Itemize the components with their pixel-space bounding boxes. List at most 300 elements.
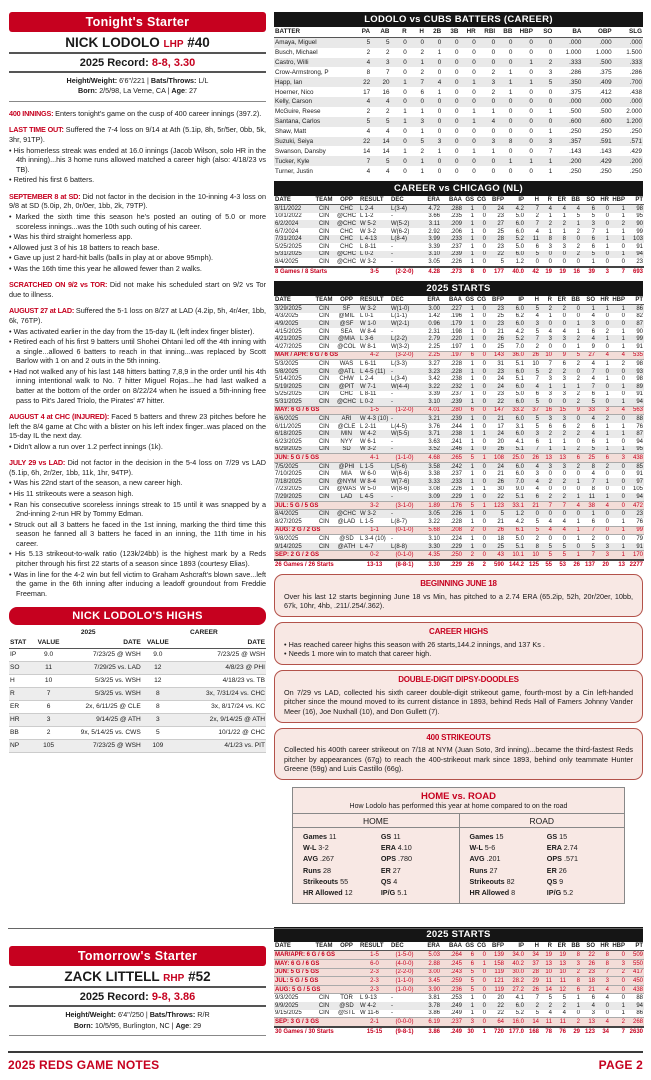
cell: CIN — [318, 336, 330, 343]
cell: 6 — [562, 423, 566, 430]
cell: 30 — [463, 1027, 475, 1036]
stat-pair — [381, 865, 449, 876]
cell: 6.0 — [515, 305, 524, 312]
cell: Busch, Michael — [275, 49, 318, 57]
cell: 0 — [596, 526, 610, 535]
cell: 4 — [548, 518, 552, 525]
cell: 2 — [621, 221, 625, 228]
cell: 7 — [591, 228, 595, 235]
cell: 0 — [454, 167, 459, 175]
note-body: Suffered the 7-4 loss on 9/14 at Ath (5.1ip, 8h, 5r/5er, 0bb, 5k, 3hr, 91TP). — [9, 125, 266, 144]
summary-label: 30 Games / 30 Starts — [274, 1027, 359, 1036]
cell: 7/29/2025 — [275, 494, 302, 501]
note-paragraph — [9, 280, 266, 299]
cell: 1 — [470, 518, 474, 525]
cell: CIN — [318, 368, 330, 375]
cell: 0 — [454, 118, 459, 126]
cell: 1 — [562, 438, 566, 445]
cell: 22 — [497, 251, 504, 258]
cell: 0 — [491, 58, 496, 66]
cell: 11 — [540, 1018, 553, 1027]
cell: .226 — [450, 511, 462, 518]
note-lead: AUGUST 4 at CHC (INJURED): — [9, 412, 112, 422]
cell: W 11-6 — [360, 1010, 379, 1017]
cell: 5 — [576, 213, 580, 220]
cell: 5 — [535, 368, 539, 375]
cell: 6.0 — [515, 368, 524, 375]
cell: 4 — [385, 98, 390, 106]
cell: @PIT — [338, 383, 355, 390]
cell: 4 — [591, 376, 595, 383]
cell: 0 — [437, 118, 442, 126]
cell: W 3-2 — [360, 446, 377, 453]
note-paragraph — [9, 458, 266, 598]
cell: 0 — [475, 406, 487, 415]
cell: 5 — [535, 398, 539, 405]
stat-pair — [381, 842, 449, 853]
cell: 1 — [548, 157, 553, 165]
cell: 1 — [470, 236, 474, 243]
cell: .232 — [450, 383, 462, 390]
cell: 13 — [540, 454, 553, 463]
cell: 25 — [581, 454, 596, 463]
cell: - — [391, 213, 393, 220]
cell: .236 — [441, 985, 463, 994]
cell: 34 — [596, 1027, 610, 1036]
cell: @CHC — [336, 258, 357, 265]
cell: 6.0 — [515, 383, 524, 390]
cell: 0 — [482, 343, 486, 350]
cell: 8 — [535, 543, 539, 550]
cell: L(1-1) — [391, 313, 408, 320]
cell: Amaya, Miguel — [275, 39, 317, 47]
table-row — [274, 243, 644, 251]
stat-value: .267 — [320, 854, 335, 864]
cell: 1 — [621, 336, 625, 343]
cell: 1 — [610, 551, 626, 560]
home-vs-road-title: HOME vs. ROAD — [421, 791, 496, 803]
cell: 0 — [508, 118, 513, 126]
page-footer — [8, 1051, 643, 1072]
cell: 5 — [553, 551, 567, 560]
cell: 7 — [385, 68, 390, 76]
cell: 4.01 — [419, 406, 441, 415]
note-text — [9, 458, 266, 477]
cell: 34 — [525, 951, 540, 960]
cell: 0 — [482, 360, 486, 367]
cell: (1-1-0) — [390, 977, 419, 986]
cell: 1 — [591, 305, 595, 312]
cell: CIN — [318, 313, 330, 320]
cell: 37 — [525, 960, 540, 969]
cell: .228 — [450, 368, 462, 375]
cell: 1 — [621, 305, 625, 312]
column-header: PA — [352, 27, 371, 37]
cell: 53 — [553, 560, 567, 569]
cell: 5 — [548, 78, 553, 86]
cell: L 2-11 — [360, 423, 377, 430]
table-row — [274, 137, 643, 147]
cell: 144.2 — [505, 560, 525, 569]
batters-table-section — [274, 12, 643, 176]
cell: 13 — [553, 960, 567, 969]
cell: 79 — [636, 535, 643, 542]
cell: 2 — [463, 526, 475, 535]
summary-label: MAY: 6 G / 6 GS — [274, 406, 359, 415]
cell: 3.10 — [428, 535, 440, 542]
cell: 0 — [508, 58, 513, 66]
cell: 0 — [605, 471, 609, 478]
cell: 1-5 — [359, 406, 390, 415]
cell: - — [391, 446, 393, 453]
cell: 2 — [420, 147, 424, 155]
cell: 2 — [475, 560, 487, 569]
note-bullet: • Had not walked any of his last 148 hitters batting 7,8,9 in the order until his 4th inning intentional walk to No. 7 hitter Miguel Rojas...he had last walked a batter at the bottom of the order on 8/22/24 when he issued a 5th-inning free pass to Pit's Jared Triolo, the Pirates' #7 hitter. — [9, 367, 266, 405]
column-header: DATE — [274, 196, 314, 205]
cell: 2.88 — [419, 960, 441, 969]
stat-label: Runs — [469, 865, 490, 875]
cell: - — [391, 391, 393, 398]
note-body: Faced 5 batters and threw 23 pitches before he left the 8/4 game at Chc with a blister on his left index finger..was placed on the 15-day IL the next day. — [9, 412, 266, 441]
cell: 0 — [482, 995, 486, 1002]
column-header: DATE — [274, 296, 314, 305]
cell: .500 — [599, 58, 612, 66]
cell: 29 — [567, 1027, 581, 1036]
cell: (2-2-0) — [390, 968, 419, 977]
cell: 1 — [420, 108, 424, 116]
cell: 4 — [591, 1002, 595, 1009]
cell: 1 — [475, 454, 487, 463]
column-header: SO — [581, 196, 596, 205]
cell: CIN — [318, 535, 330, 542]
table-row — [274, 560, 644, 569]
cell: 87 — [636, 431, 643, 438]
cell: W 1-0 — [360, 320, 377, 327]
cell: 82 — [636, 313, 643, 320]
cell: 1 — [548, 167, 553, 175]
cell: 4 — [535, 313, 539, 320]
cell: CIN — [318, 478, 330, 485]
cell: 7 — [420, 78, 424, 86]
cell: 94 — [636, 494, 643, 501]
cell: 23 — [497, 243, 504, 250]
cell: 5.2 — [515, 336, 524, 343]
stat-pair — [547, 887, 614, 898]
cell: 19 — [540, 267, 553, 276]
cell: 5.2 — [515, 236, 524, 243]
cell: 2 — [548, 431, 552, 438]
stat-pair — [381, 876, 449, 887]
cell: 0 — [508, 147, 513, 155]
cell: 1 — [591, 258, 595, 265]
cell: 1 — [470, 416, 474, 423]
cell: 4/1/23 vs. PIT — [174, 739, 266, 752]
column-header: HBP — [610, 196, 626, 205]
cell: 0 — [576, 486, 580, 493]
column-header: HR — [596, 196, 610, 205]
cell: 0 — [491, 167, 496, 175]
cell: 4-2 — [359, 351, 390, 360]
table-row — [274, 478, 644, 486]
cell: @ATH — [337, 543, 356, 550]
stat-label: ERA — [380, 843, 398, 853]
cell: 0 — [529, 88, 533, 96]
cell: 7/29/25 vs. LAD — [63, 661, 142, 674]
cell: 4 — [596, 1018, 610, 1027]
bio-line-1: Height/Weight: 6'4"/250 | Bats/Throws: R/R — [65, 1010, 210, 1020]
cell: 1 — [470, 205, 474, 212]
table-row — [274, 470, 644, 478]
cell: 4 — [535, 228, 539, 235]
stat-label: W-L — [469, 843, 485, 853]
cell: 94 — [636, 251, 643, 258]
cell: 3.63 — [428, 438, 440, 445]
cell: 0 — [482, 423, 486, 430]
table-row — [274, 360, 644, 368]
cell: 2 — [535, 1002, 539, 1009]
stat-pair — [303, 876, 381, 887]
cell: @CLE — [337, 423, 356, 430]
note-body: Enters tonight's game on the cusp of 400 career innings (397.2). — [55, 108, 262, 118]
cell: 1 — [491, 108, 496, 116]
cell: 6.0 — [515, 251, 524, 258]
career-vs-chicago-title: CAREER vs CHICAGO (NL) — [274, 181, 643, 196]
cell: 3 — [605, 543, 609, 550]
batters-table — [274, 27, 643, 176]
cell: 8 — [567, 951, 581, 960]
stat-value: 4 — [393, 876, 398, 886]
cell: 147 — [487, 406, 505, 415]
cell: CIN — [318, 471, 330, 478]
column-header: BAA — [441, 196, 463, 205]
cell: 3.08 — [428, 486, 440, 493]
cell: 42 — [525, 267, 540, 276]
cell: L(5-6) — [391, 463, 408, 470]
cell: 5.1 — [515, 360, 524, 367]
table-row — [274, 313, 644, 321]
cell: BB — [9, 726, 35, 739]
cell: 7 — [35, 687, 63, 700]
cell: 158 — [487, 960, 505, 969]
cell: 0 — [475, 985, 487, 994]
cell: 1 — [470, 486, 474, 493]
cell: 0 — [605, 486, 609, 493]
column-header: RESULT — [359, 296, 390, 305]
cell: 0 — [605, 313, 609, 320]
cell: 2 — [605, 416, 609, 423]
cell: 95 — [636, 446, 643, 453]
cell: 4 — [548, 328, 552, 335]
cell: - — [391, 251, 393, 258]
cell: 4 — [610, 351, 626, 360]
cell: 25 — [497, 313, 504, 320]
cell: 2 — [420, 68, 424, 76]
cell: 4.1 — [515, 438, 524, 445]
cell: 1 — [621, 423, 625, 430]
cell: 13 — [610, 560, 626, 569]
cell: 0 — [482, 376, 486, 383]
cell: 5 — [500, 258, 504, 265]
column-header: RESULT — [359, 942, 390, 951]
cell: 2 — [366, 49, 371, 57]
cell: 3x, 8/17/24 vs. KC — [174, 700, 266, 713]
cell: 438 — [626, 454, 644, 463]
cell: 2630 — [626, 1027, 644, 1036]
table-row — [274, 510, 644, 518]
cell: - — [391, 511, 393, 518]
cell: 0 — [472, 137, 476, 145]
cell: 0 — [548, 251, 552, 258]
cell: 2.000 — [626, 108, 642, 116]
cell: W 5-2 — [360, 221, 377, 228]
table-row — [274, 107, 643, 117]
cell: 3 — [610, 454, 626, 463]
cell: W 8-4 — [360, 328, 377, 335]
cell: 3.71 — [428, 431, 440, 438]
cell: L 4-5 — [360, 494, 374, 501]
stat-label: IP/G — [546, 887, 564, 897]
cell: 450 — [626, 977, 644, 986]
cell: 5 — [463, 977, 475, 986]
cell: 5.1 — [515, 494, 524, 501]
cell: 1.000 — [595, 49, 612, 57]
cell: W 4-3 (10) — [360, 416, 389, 423]
cell: - — [391, 368, 393, 375]
cell: 1 — [508, 68, 513, 76]
cell: 3 — [562, 416, 566, 423]
column-header: IP — [505, 196, 525, 205]
table-header-row — [9, 637, 266, 648]
cell: 6.2 — [515, 313, 524, 320]
home-vs-road-subtitle: How Lodolo has performed this year at home compared to on the road — [349, 803, 568, 811]
note-bullet: • Retired each of his first 9 batters until Shohei Ohtani led off the 4th inning with a single...allowed 6 batters to reach in that inning...was replaced by Scott Barlow with 1 on and 2 outs in the 5th inning. — [9, 337, 266, 366]
table-row — [274, 48, 643, 58]
table-row — [274, 526, 644, 535]
cell: .238 — [450, 431, 462, 438]
cell: 8 — [142, 700, 174, 713]
cell: @ATL — [338, 368, 355, 375]
cell: 0 — [605, 518, 609, 525]
cell: 16 — [382, 88, 390, 96]
cell: .250 — [599, 128, 612, 136]
cell: 4.2 — [515, 518, 524, 525]
stat-label: AVG — [469, 854, 487, 864]
cell: 3.81 — [428, 995, 440, 1002]
cell: 20 — [382, 78, 390, 86]
cell: 0 — [621, 463, 625, 470]
cell: 0 — [576, 543, 580, 550]
cell: 4 — [535, 383, 539, 390]
table-row — [274, 1010, 644, 1018]
column-header: OPP — [334, 942, 359, 951]
table-header-row — [274, 27, 643, 37]
cell: TOR — [340, 995, 353, 1002]
cell: 2 — [567, 1018, 581, 1027]
column-header: BB — [567, 196, 581, 205]
cell: .375 — [599, 68, 612, 76]
column-header: GS — [463, 296, 475, 305]
cell: 2.25 — [419, 351, 441, 360]
cell: 0 — [508, 128, 513, 136]
cell: 5 — [420, 137, 424, 145]
stat-pair-row — [303, 853, 449, 864]
note-box — [274, 728, 643, 781]
table-row — [274, 328, 644, 336]
cell: 33.2 — [505, 406, 525, 415]
table-row — [274, 1002, 644, 1010]
cell: 3 — [596, 551, 610, 560]
cell: @MIA — [338, 336, 355, 343]
cell: 0 — [472, 58, 476, 66]
cell: 10/1/2022 — [275, 213, 302, 220]
cell: 1 — [470, 251, 474, 258]
table-row — [274, 398, 644, 406]
cell: 0 — [529, 167, 533, 175]
summary-label: MAY: 6 G / 6 GS — [274, 960, 359, 969]
column-header: BAA — [441, 942, 463, 951]
cell: 0 — [437, 167, 442, 175]
table-row — [9, 674, 266, 687]
column-header: ER — [553, 296, 567, 305]
cell: 4 — [596, 351, 610, 360]
cell: .243 — [441, 968, 463, 977]
cell: - — [391, 995, 393, 1002]
cell: 1-1 — [359, 526, 390, 535]
column-header: BB — [496, 27, 513, 37]
cell: 0 — [576, 305, 580, 312]
cell: 7 — [581, 551, 596, 560]
cell: 5.0 — [515, 535, 524, 542]
cell: 3 — [562, 243, 566, 250]
cell: 11 — [553, 977, 567, 986]
note-text — [9, 306, 266, 325]
cell: 0 — [548, 258, 552, 265]
cell: 1 — [591, 511, 595, 518]
cell: 3.38 — [428, 471, 440, 478]
cell: 39 — [581, 267, 596, 276]
cell: Shaw, Matt — [275, 128, 307, 136]
cell: .700 — [629, 78, 642, 86]
cell: .226 — [450, 258, 462, 265]
cell: 1 — [470, 478, 474, 485]
cell: 20 — [596, 560, 610, 569]
table-row — [274, 213, 644, 221]
cell: (4-0-0) — [390, 960, 419, 969]
cell: 6/29/2025 — [275, 446, 302, 453]
summary-label: MAR / APR: 6 G / 6 GS — [274, 351, 359, 360]
cell: L(8-4) — [391, 236, 408, 243]
cell: 21 — [497, 416, 504, 423]
pitcher-number: #40 — [187, 35, 210, 50]
cell: 8/4/2025 — [275, 511, 299, 518]
column-header: STAT — [9, 637, 35, 648]
cell: 5/25/2025 — [275, 243, 302, 250]
cell: .143 — [569, 147, 582, 155]
cell: .286 — [629, 68, 642, 76]
cell: 2-3 — [359, 985, 390, 994]
cell: 0 — [621, 320, 625, 327]
cell: 14 — [363, 147, 371, 155]
cell: 417 — [626, 968, 644, 977]
cell: .209 — [450, 221, 462, 228]
cell: 1 — [576, 343, 580, 350]
cell: .250 — [441, 551, 463, 560]
cell: 4 — [553, 526, 567, 535]
summary-label: JUN: 5 G / 5 GS — [274, 968, 359, 977]
column-header: R — [540, 296, 553, 305]
cell: 143 — [487, 351, 505, 360]
note-text — [9, 109, 266, 119]
